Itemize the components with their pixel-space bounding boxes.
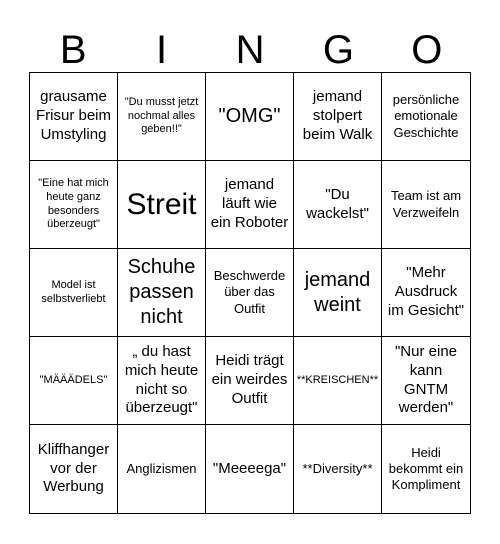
bingo-cell[interactable]: Heidi bekommt ein Kompliment (388, 444, 464, 493)
header-letter-b: B (59, 28, 87, 72)
bingo-cell[interactable]: "MÄÄÄDELS" (30, 337, 118, 425)
bingo-cell[interactable]: jemand weint (294, 249, 382, 337)
bingo-cell[interactable]: "Nur eine kann GNTM werden" (382, 337, 470, 425)
bingo-cell[interactable]: Team ist am Verzweifeln (382, 161, 470, 249)
bingo-cell[interactable]: „ du hast mich heute nicht so überzeugt" (118, 337, 206, 425)
bingo-cell[interactable]: Anglizismen (118, 425, 206, 513)
bingo-cell[interactable]: Streit (118, 161, 206, 249)
header-letter-o: O (411, 28, 443, 72)
bingo-cell[interactable]: **KREISCHEN** (294, 337, 382, 425)
bingo-cell[interactable]: Heidi trägt ein weirdes Outfit (206, 337, 294, 425)
bingo-cell[interactable]: "Du wackelst" (294, 161, 382, 249)
bingo-cell[interactable]: "Eine hat mich heute ganz besonders überzeugt" (30, 161, 118, 249)
bingo-cell[interactable]: jemand läuft wie ein Roboter (206, 161, 294, 249)
bingo-cell[interactable]: grausame Frisur beim Umstyling (30, 73, 118, 161)
header-letter-n: N (235, 28, 265, 72)
bingo-cell[interactable]: **Diversity** (294, 425, 382, 513)
bingo-cell[interactable]: Model ist selbstverliebt (30, 249, 118, 337)
header-letter-g: G (322, 28, 354, 72)
bingo-grid (29, 72, 471, 514)
bingo-cell[interactable]: persönliche emotionale Geschichte (382, 73, 470, 161)
bingo-header (29, 28, 471, 72)
header-letter-i: I (156, 28, 168, 72)
bingo-cell[interactable]: "Du musst jetzt nochmal alles geben!!" (118, 73, 206, 161)
bingo-cell[interactable]: "Mehr Ausdruck im Gesicht" (382, 249, 470, 337)
bingo-cell[interactable]: Schuhe passen nicht (118, 249, 206, 337)
bingo-cell[interactable]: Beschwerde über das Outfit (206, 249, 294, 337)
bingo-cell[interactable]: "OMG" (206, 73, 294, 161)
bingo-cell[interactable]: jemand stolpert beim Walk (294, 73, 382, 161)
bingo-cell[interactable]: "Meeeega" (206, 425, 294, 513)
bingo-cell[interactable]: Kliffhanger vor der Werbung (30, 425, 118, 513)
